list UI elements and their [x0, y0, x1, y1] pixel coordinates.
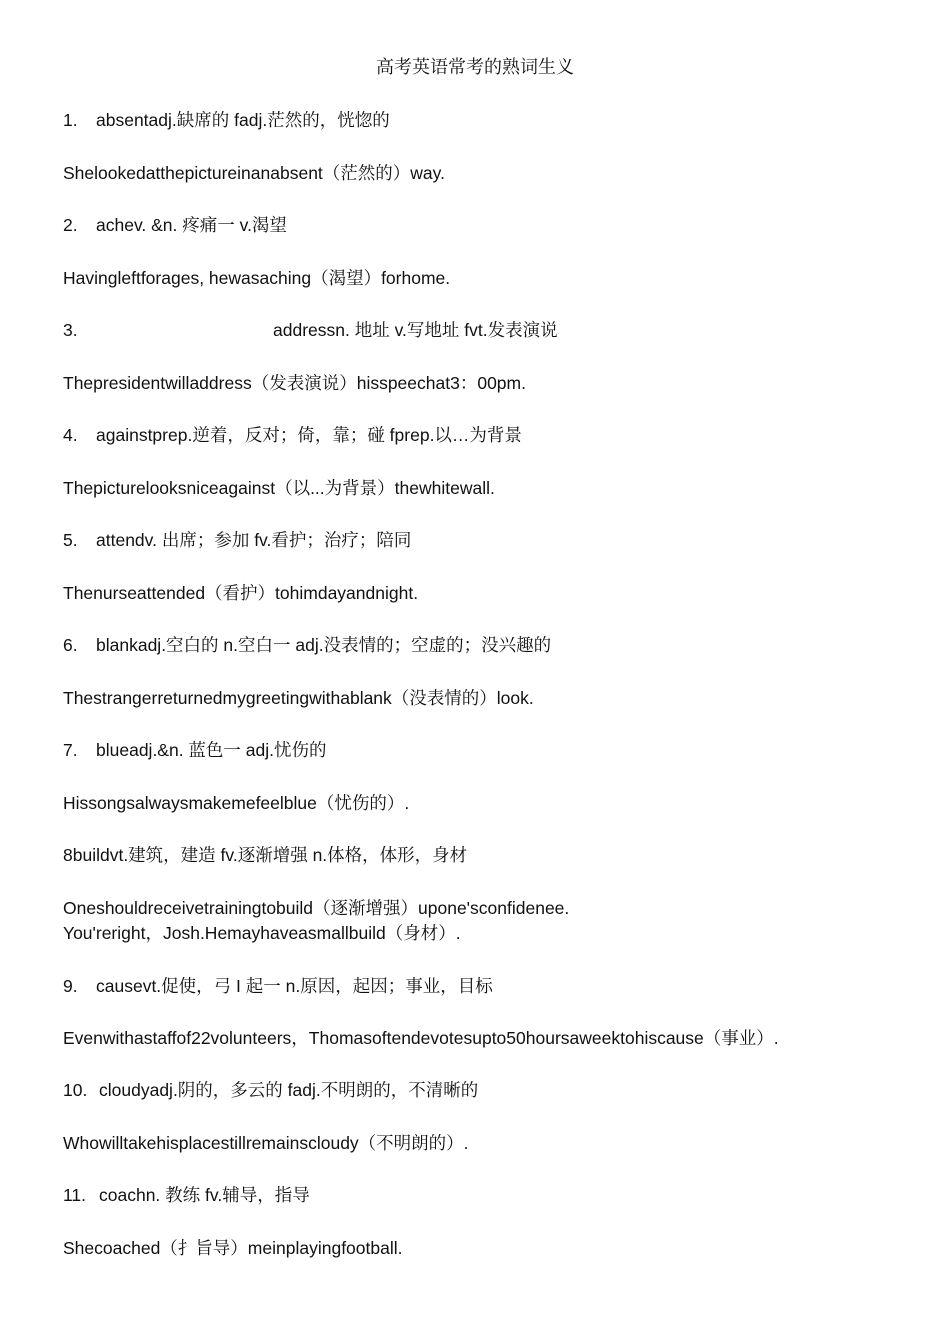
entry-number: 11.	[63, 1185, 87, 1205]
entry-example: You'reright，Josh.Hemayhaveasmallbuild（身材）.	[63, 923, 461, 943]
entry-heading	[63, 974, 493, 998]
entry-number: 6.	[63, 635, 78, 655]
entry-number: 10.	[63, 1080, 88, 1100]
entry-heading-text: attendv. 出席；参加 fv.看护；治疗；陪同	[96, 530, 412, 550]
entry-heading-text: cloudyadj.阴的，多云的 fadj.不明朗的，不清晰的	[99, 1080, 479, 1100]
entry-number: 4.	[63, 425, 78, 445]
entry-heading-text: againstprep.逆着，反对；倚，靠；碰 fprep.以…为背景	[96, 425, 522, 445]
entry-example: Thepicturelooksniceagainst（以...为背景）thewhitewall.	[63, 478, 495, 498]
entry-heading	[63, 318, 558, 342]
entry-heading-text: achev. &n. 疼痛一 v.渴望	[96, 215, 287, 235]
entry-number: 5.	[63, 530, 78, 550]
entry-example: Thenurseattended（看护）tohimdayandnight.	[63, 583, 419, 603]
entry-heading	[63, 528, 411, 552]
entry-example: Oneshouldreceivetrainingtobuild（逐渐增强）upone'sconfidenee.	[63, 898, 570, 918]
entry-heading	[63, 738, 327, 762]
entry-example: Whowilltakehisplacestillremainscloudy（不明朗的）.	[63, 1133, 469, 1153]
entry-example: Shecoached（扌旨导）meinplayingfootball.	[63, 1238, 403, 1258]
entry-number: 1.	[63, 110, 78, 130]
entry-heading	[63, 423, 522, 447]
entry-number: 2.	[63, 215, 78, 235]
entry-example: Evenwithastaffof22volunteers，Thomasoftendevotesupto50hoursaweektohiscause（事业）.	[63, 1028, 779, 1048]
entry-heading-text: absentadj.缺席的 fadj.茫然的，恍惚的	[96, 110, 390, 130]
entry-example: Hissongsalwaysmakemefeelblue（忧伤的）.	[63, 793, 410, 813]
entry-heading	[63, 1078, 478, 1102]
entry-example: Havingleftforages, hewasaching（渴望）forhome.	[63, 268, 451, 288]
entry-heading-text: addressn. 地址 v.写地址 fvt.发表演说	[273, 320, 558, 340]
entry-example: Thepresidentwilladdress（发表演说）hisspeechat3：00pm.	[63, 373, 526, 393]
entry-number: 3.	[63, 320, 78, 340]
entry-heading	[63, 1183, 310, 1207]
entry-heading-text: causevt.促使，弓 I 起一 n.原因，起因；事业，目标	[96, 976, 493, 996]
entry-heading-text: coachn. 教练 fv.辅导，指导	[99, 1185, 310, 1205]
entry-number: 9.	[63, 976, 78, 996]
entry-example: Thestrangerreturnedmygreetingwithablank（没表情的）look.	[63, 688, 534, 708]
entry-heading	[63, 633, 551, 657]
entry-heading	[63, 213, 287, 237]
entry-example: Shelookedatthepictureinanabsent（茫然的）way.	[63, 163, 445, 183]
entry-heading-text: blueadj.&n. 蓝色一 adj.忧伤的	[96, 740, 327, 760]
entry-heading-text: blankadj.空白的 n.空白一 adj.没表情的；空虚的；没兴趣的	[96, 635, 552, 655]
entry-heading	[63, 108, 390, 132]
entry-number: 7.	[63, 740, 78, 760]
entry-heading: 8buildvt.建筑，建造 fv.逐渐增强 n.体格，体形，身材	[63, 845, 468, 865]
document-title: 高考英语常考的熟词生义	[376, 57, 574, 78]
